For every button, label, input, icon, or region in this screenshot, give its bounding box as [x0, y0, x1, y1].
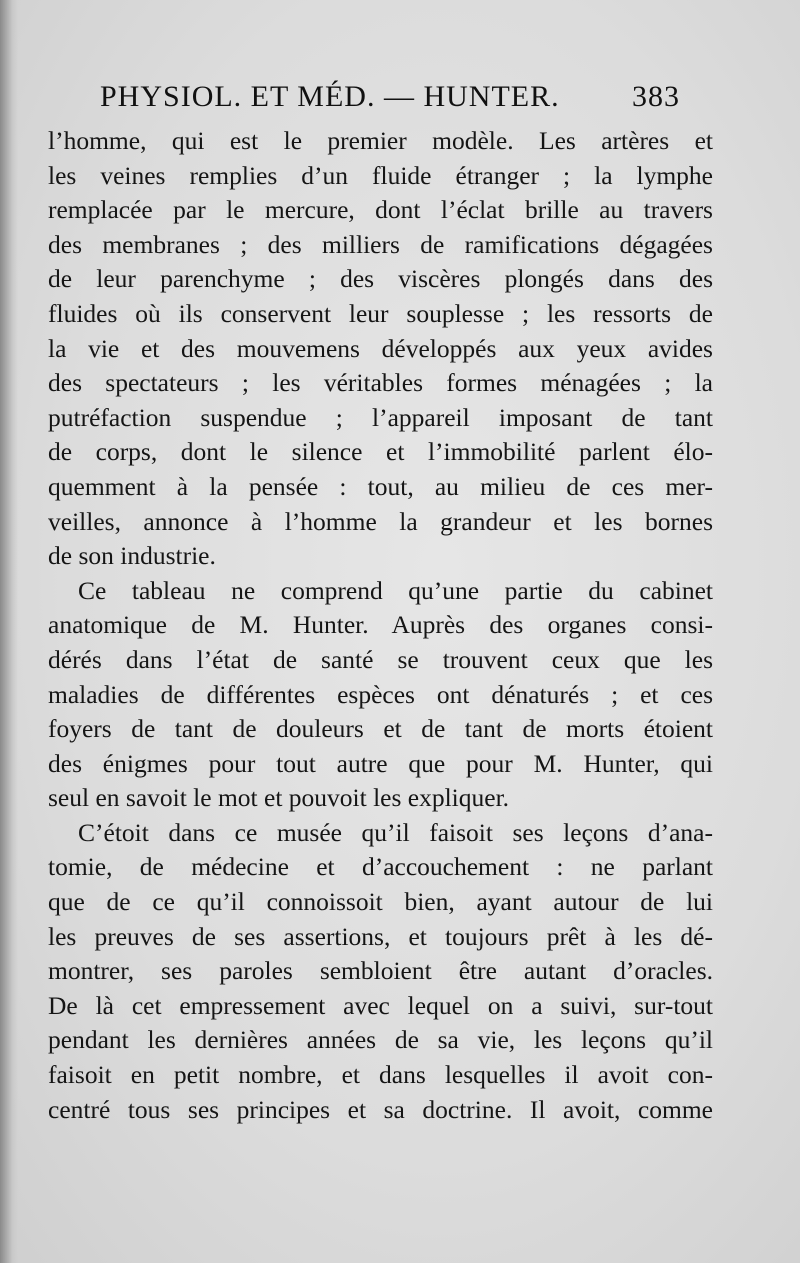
text-line: seul en savoit le mot et pouvoit les expliquer. — [48, 783, 510, 813]
text-line: de corps, dont le silence et l’immobilité parlent élo- — [48, 437, 713, 467]
text-line: veilles, annonce à l’homme la grandeur et les bornes — [48, 506, 713, 536]
text-line: de leur parenchyme ; des viscères plongés dans des — [48, 264, 713, 294]
paragraph-1 — [48, 124, 713, 574]
running-title: PHYSIOL. ET MÉD. — HUNTER. — [100, 80, 560, 113]
text-line: remplacée par le mercure, dont l’éclat brille au travers — [48, 195, 713, 225]
text-line: quemment à la pensée : tout, au milieu de ces mer- — [48, 471, 713, 501]
body-text — [48, 124, 713, 1127]
text-line: la vie et des mouvemens développés aux yeux avides — [48, 333, 713, 363]
text-line: anatomique de M. Hunter. Auprès des organes consi- — [48, 610, 713, 640]
text-line: C’étoit dans ce musée qu’il faisoit ses leçons d’ana- — [78, 817, 713, 847]
text-line: de son industrie. — [48, 541, 216, 571]
text-line: des membranes ; des milliers de ramifications dégagées — [48, 229, 713, 259]
text-line: que de ce qu’il connoissoit bien, ayant autour de lui — [48, 887, 713, 917]
text-line: putréfaction suspendue ; l’appareil imposant de tant — [48, 402, 713, 432]
text-line: montrer, ses paroles sembloient être autant d’oracles. — [48, 956, 713, 986]
text-line: maladies de différentes espèces ont dénaturés ; et ces — [48, 679, 713, 709]
paragraph-3 — [48, 816, 713, 1127]
text-line: centré tous ses principes et sa doctrine. Il avoit, comme — [48, 1094, 713, 1124]
text-line: des énigmes pour tout autre que pour M. Hunter, qui — [48, 748, 713, 778]
text-line: les preuves de ses assertions, et toujours prêt à les dé- — [48, 921, 713, 951]
text-line: faisoit en petit nombre, et dans lesquelles il avoit con- — [48, 1060, 713, 1090]
text-line: les veines remplies d’un fluide étranger ; la lymphe — [48, 160, 713, 190]
page-number: 383 — [632, 80, 680, 113]
running-header — [100, 80, 680, 120]
text-line: des spectateurs ; les véritables formes ménagées ; la — [48, 368, 713, 398]
text-line: l’homme, qui est le premier modèle. Les artères et — [48, 126, 713, 155]
text-line: fluides où ils conservent leur souplesse ; les ressorts de — [48, 298, 713, 328]
text-line: De là cet empressement avec lequel on a suivi, sur-tout — [48, 990, 713, 1020]
text-line: Ce tableau ne comprend qu’une partie du cabinet — [78, 575, 713, 605]
text-line: dérés dans l’état de santé se trouvent ceux que les — [48, 644, 713, 674]
page-gutter-shadow — [0, 0, 18, 1263]
text-line: foyers de tant de douleurs et de tant de morts étoient — [48, 714, 713, 744]
text-line: pendant les dernières années de sa vie, les leçons qu’il — [48, 1025, 713, 1055]
text-line: tomie, de médecine et d’accouchement : ne parlant — [48, 852, 713, 882]
paragraph-2 — [48, 574, 713, 816]
